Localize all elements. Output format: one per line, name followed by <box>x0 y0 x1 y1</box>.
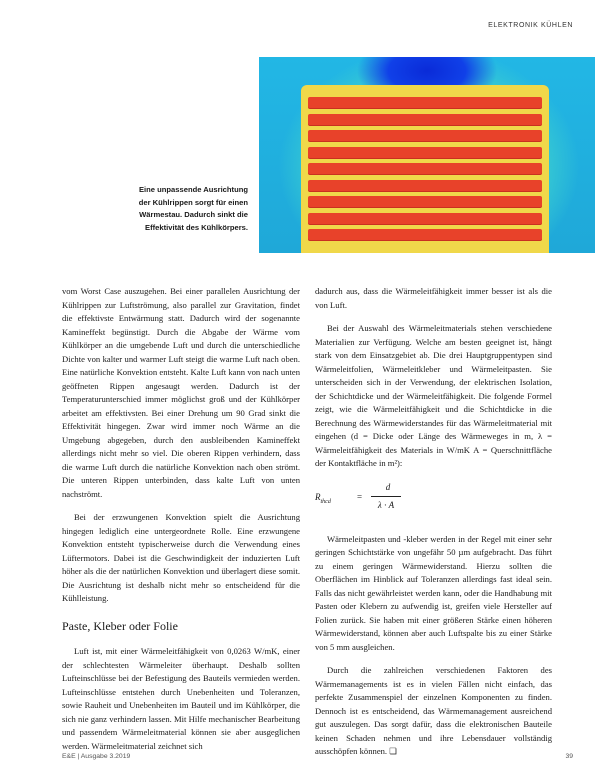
fraction-bar <box>371 496 401 497</box>
caption-line: Wärmestau. Dadurch sinkt die <box>139 210 248 219</box>
body-paragraph: Bei der erzwungenen Konvektion spielt die Ausrichtung hingegen lediglich eine untergeordnete Rolle. Eine erzwungene Konvektion entsteht typischerweise durch die Verwendung eines Lüftermotors. Dabei ist die Geschwindigkeit der induzierten Luft höher als die der natürlichen Konvektion und überlagert diese somit. Die Ausrichtung ist deshalb nicht mehr so entscheidend für die Kühlleistung. <box>62 512 300 603</box>
formula-numerator: d <box>385 481 391 492</box>
heatsink-fins <box>308 97 542 253</box>
left-column <box>62 285 300 763</box>
body-paragraph: Luft ist, mit einer Wärmeleitfähigkeit von 0,0263 W/mK, einer der schlechtesten Wärmeleiter überhaupt. Deshalb sollten Lufteinschlüsse bei der Befestigung des Bauteils vermieden werden. Lufteinschlüsse entstehen durch Unebenheiten und Toleranzen, sowie Rauheit und Unebenheiten im Bauteil und im Kühlkörper, die sich nie ganz verhindern lassen. Mit Hilfe mechanischer Bearbeitung und passendem Wärmeleitmaterial können sie aber ausgeglichen werden. Wärmeleitmaterial zeichnet sich <box>62 646 300 751</box>
thermal-resistance-formula <box>315 481 552 517</box>
section-header: ELEKTRONIK KÜHLEN <box>488 22 573 29</box>
heatsink-thermal-image <box>259 57 595 253</box>
formula-lhs: $R_{thcd}$ <box>315 491 331 505</box>
right-column <box>315 285 552 769</box>
body-paragraph: Bei der Auswahl des Wärmeleitmaterials stehen verschiedene Materialien zur Verfügung. Welche am besten geeignet ist, hängt stark von dem Einsatzgebiet ab. Die drei Hauptgruppentypen sind Wärmeleitfolien, Wärmeleitkleber und Wärmeleitpasten. Sie unterscheiden sich in der Verwendung, der elektrischen Isolation, der Schichtdicke und der Wärmeleitfähigkeit. Die folgende Formel zeigt, wie die Wärmeleitfähigkeit und die Schichtdicke in die Berechnung des Wärmewiderstandes für das Wärmeleitmaterial mit eingehen (d = Dicke oder Länge des Wärmeweges in m, λ = Wärmeleitfähigkeit des Materials in W/mK A = Querschnittfläche der Kontaktfläche in m²): <box>315 323 552 468</box>
caption-line: Effektivität des Kühlkörpers. <box>145 222 248 232</box>
heatsink-fin <box>308 229 542 240</box>
body-paragraph: Wärmeleitpasten und -kleber werden in der Regel mit einer sehr geringen Schichtstärke von ungefähr 50 µm aufgebracht. Das führt zu einem geringen Wärmewiderstand. Hierzu sollten die Oberflächen im Hinblick auf Toleranzen allerdings fast ideal sein. Falls das nicht gewährleistet werden kann, oder die Handhabung mit Pasten oder Klebern zu aufwendig ist, greifen viele Hersteller auf Folien zurück. Sie haben mit einer größeren Stärke einen höheren Wärmewiderstand, können aber auch Luftspalte bis zu einer Stärke von 5 mm ausgleichen. <box>315 533 552 652</box>
heatsink-fin <box>308 147 542 158</box>
heatsink-fin <box>308 196 542 207</box>
page-number: 39 <box>565 753 573 760</box>
section-subheading: Paste, Kleber oder Folie <box>62 618 178 633</box>
heatsink-fin <box>308 163 542 174</box>
figure-caption <box>98 184 248 234</box>
body-paragraph: Durch die zahlreichen verschiedenen Faktoren des Wärmemanagements ist es in vielen Fällen nicht einfach, das perfekte Zusammenspiel der einzelnen Komponenten zu finden. Dennoch ist es entscheidend, das Wärmemanagement ausreichend gut auszulegen. Das sorgt dafür, dass die elektronischen Bauteile keinen Schaden nehmen und ihre Lebensdauer vollständig ausschöpfen können. ❏ <box>315 665 552 756</box>
formula-denominator: λ · A <box>377 499 395 510</box>
caption-line: der Kühlrippen sorgt für einen <box>138 197 248 207</box>
heatsink-fin <box>308 130 542 141</box>
body-paragraph: vom Worst Case auszugehen. Bei einer parallelen Ausrichtung der Kühlrippen zur Luftströmung, also parallel zur Gravitation, findet die effektivste Entwärmung statt. Dadurch wird der sogenannte Kamineffekt begünstigt. Durch die Abgabe der Wärme vom Kühlkörper an die umgebende Luft und durch die unterschiedliche Dichte von kalter und warmer Luft steigt die warme Luft nach oben. Eine natürliche Konvektion entsteht. Kalte Luft kann von nach unten geöffneten Rippen angesaugt werden. Dadurch ist der Temperaturunterschied immer möglichst groß und der Kühlkörper arbeitet am effektivsten. Bei einer Drehung um 90 Grad sinkt die Effektivität hingegen. Zwar wird immer noch Wärme an die Umgebung abgegeben, durch den ausbleibenden Kamineffekt allerdings nicht mehr so viel. Die oberen Rippen verhindern, dass die warme Luft durch die natürliche Konvektion nach oben strömt. Die unteren Rippen unterbinden, dass kalte Luft von unten nachströmt. <box>62 286 300 499</box>
body-paragraph: dadurch aus, dass die Wärmeleitfähigkeit immer besser ist als die von Luft. <box>315 286 552 310</box>
caption-line: Eine unpassende Ausrichtung <box>138 185 248 194</box>
heatsink-fin <box>308 97 542 108</box>
issue-footer: E&E | Ausgabe 3.2019 <box>62 753 131 760</box>
formula-equals: = <box>357 491 363 502</box>
heatsink-fin <box>308 180 542 191</box>
heatsink-fin <box>308 213 542 224</box>
heatsink-fin <box>308 114 542 125</box>
